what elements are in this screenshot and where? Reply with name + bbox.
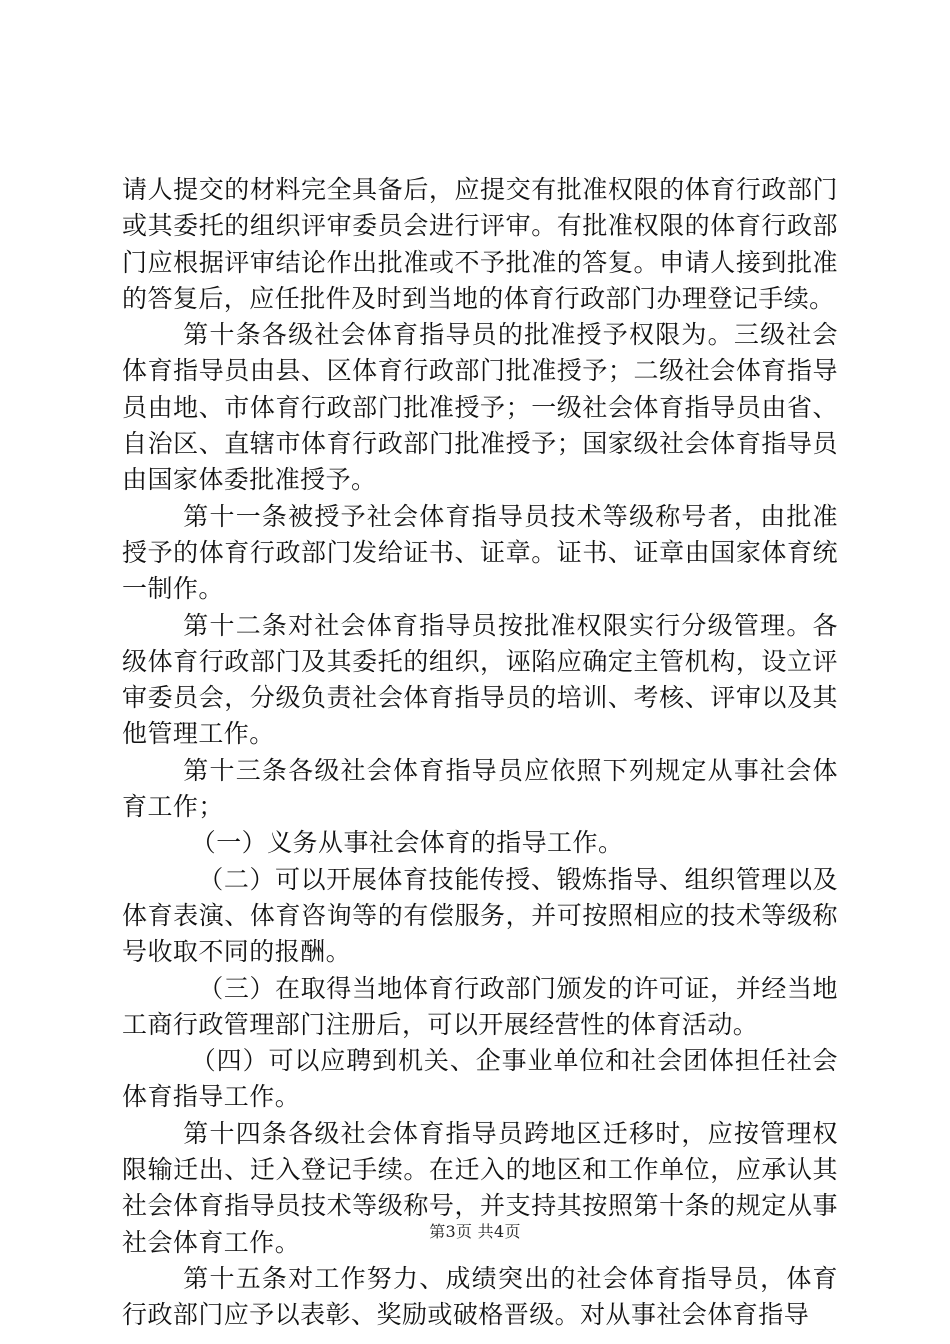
paragraph-article-13: 第十三条各级社会体育指导员应依照下列规定从事社会体育工作； [122,755,838,822]
document-body [122,172,838,1334]
paragraph-item-3: （三）在取得当地体育行政部门颁发的许可证，并经当地工商行政管理部门注册后，可以开展经营性的体育活动。 [122,973,838,1039]
paragraph-article-15: 第十五条对工作努力、成绩突出的社会体育指导员，体育行政部门应予以表彰、奖励或破格晋级。对从事社会体育指导 [122,1263,838,1330]
page-footer: 第3页 共4页 [429,1222,521,1241]
paragraph-item-2: （二）可以开展体育技能传授、锻炼指导、组织管理以及体育表演、体育咨询等的有偿服务，并可按照相应的技术等级称号收取不同的报酬。 [122,864,838,967]
paragraph-item-1: （一）义务从事社会体育的指导工作。 [190,828,624,858]
paragraph-article-10: 第十条各级社会体育指导员的批准授予权限为。三级社会体育指导员由县、区体育行政部门批准授予；二级社会体育指导员由地、市体育行政部门批准授予；一级社会体育指导员由省、自治区、直辖市体育行政部门批准授予；国家级社会体育指导员由国家体委批准授予。 [122,320,838,495]
paragraph-continuation: 请人提交的材料完全具备后，应提交有批准权限的体育行政部门或其委托的组织评审委员会进行评审。有批准权限的体育行政部门应根据评审结论作出批准或不予批准的答复。申请人接到批准的答复后，应任批件及时到当地的体育行政部门办理登记手续。 [122,175,838,313]
paragraph-item-4: （四）可以应聘到机关、企事业单位和社会团体担任社会体育指导工作。 [122,1046,838,1112]
paragraph-article-11: 第十一条被授予社会体育指导员技术等级称号者，由批准授予的体育行政部门发给证书、证章。证书、证章由国家体育统一制作。 [122,501,838,604]
paragraph-article-14: 第十四条各级社会体育指导员跨地区迁移时，应按管理权限输迁出、迁入登记手续。在迁入的地区和工作单位，应承认其社会体育指导员技术等级称号，并支持其按照第十条的规定从事社会体育工作。 [122,1118,838,1257]
paragraph-article-12: 第十二条对社会体育指导员按批准权限实行分级管理。各级体育行政部门及其委托的组织，诬陷应确定主管机构，设立评审委员会，分级负责社会体育指导员的培训、考核、评审以及其他管理工作。 [122,610,838,749]
